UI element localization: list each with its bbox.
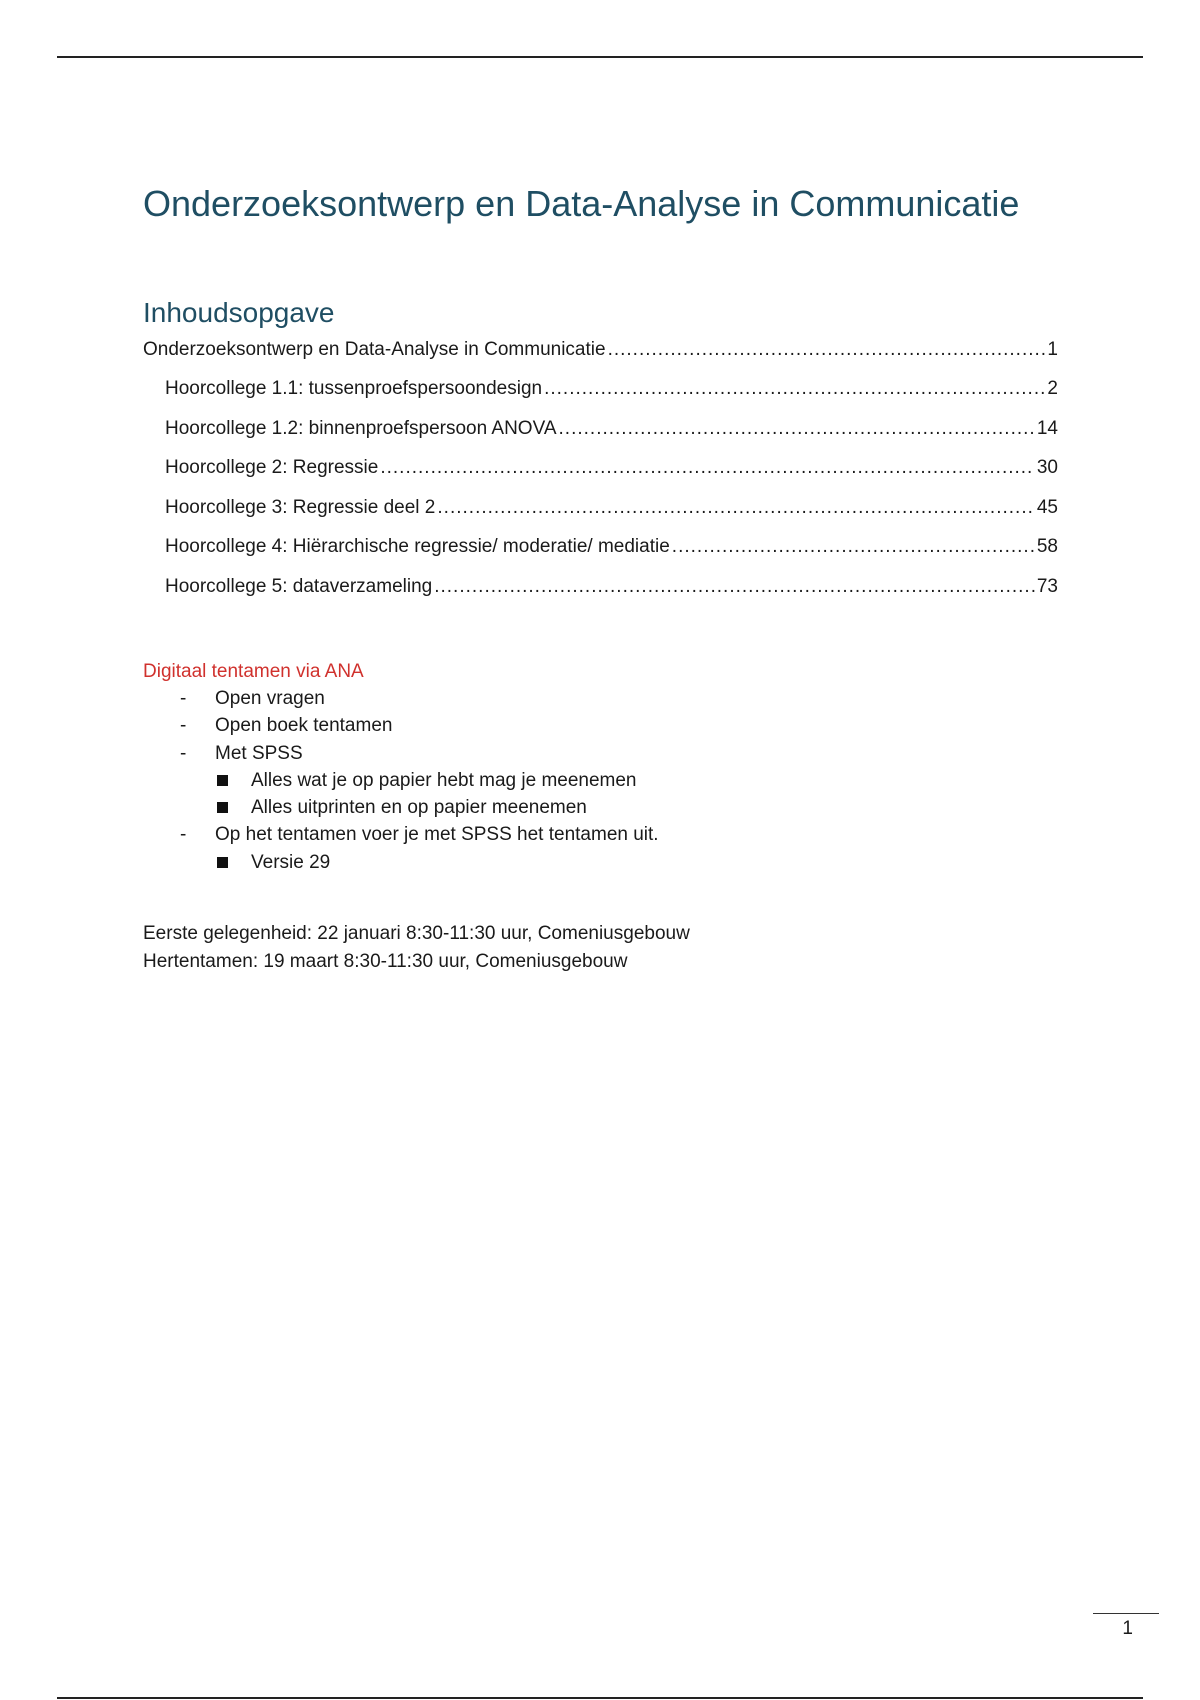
page-number: 1 [1122,1618,1133,1639]
square-bullet-icon [217,857,228,868]
dash-bullet: - [180,824,187,846]
toc-dot-leader [608,336,1046,363]
dash-bullet: - [180,742,187,764]
toc-entry-text: Onderzoeksontwerp en Data-Analyse in Communicatie [143,339,606,360]
list-item [143,821,659,848]
dash-bullet: - [180,688,187,709]
toc-entry-hoorcollege-2[interactable] [143,454,1058,481]
list-item-text: Op het tentamen voer je met SPSS het tentamen uit. [215,824,659,846]
toc-entry-text: Hoorcollege 3: Regressie deel 2 [165,496,436,518]
toc-dot-leader [672,533,1035,560]
toc-entry-hoorcollege-4[interactable] [143,533,1058,560]
resit-exam-date: Hertentamen: 19 maart 8:30-11:30 uur, Comeniusgebouw [143,951,628,972]
toc-dot-leader [434,573,1035,600]
sub-list-item [143,794,659,821]
toc-entry-page: 73 [1036,575,1058,597]
first-exam-date: Eerste gelegenheid: 22 januari 8:30-11:30 uur, Comeniusgebouw [143,923,690,944]
list-item [143,712,659,739]
list-item [143,685,659,712]
toc-entry-text: Hoorcollege 2: Regressie [165,457,379,478]
header-rule [57,56,1143,58]
toc-entry-page: 14 [1036,417,1058,439]
exam-dates [143,920,690,976]
table-of-contents [143,336,1058,612]
toc-entry-hoorcollege-1-1[interactable] [143,375,1058,402]
list-item [143,740,659,767]
toc-entry-page: 58 [1036,536,1058,557]
square-bullet-icon [217,802,228,813]
toc-entry-page: 45 [1036,496,1058,518]
footer-rule [57,1697,1143,1699]
toc-entry-page: 30 [1036,457,1058,478]
toc-entry-text: Hoorcollege 1.1: tussenproefspersoondesign [165,378,543,399]
toc-entry-hoorcollege-5[interactable] [143,573,1058,600]
toc-entry-text: Hoorcollege 5: dataverzameling [165,575,433,597]
footer-page-rule [1093,1613,1159,1614]
toc-entry-text: Hoorcollege 1.2: binnenproefspersoon ANOVA [165,417,557,439]
list-item-text: Met SPSS [215,742,303,764]
toc-dot-leader [544,375,1045,402]
exam-info-list [143,685,659,876]
toc-dot-leader [380,454,1035,481]
list-item-text: Alles wat je op papier hebt mag je meenemen [251,769,637,791]
list-item-text: Open boek tentamen [215,715,393,737]
toc-entry-hoorcollege-3[interactable] [143,494,1058,521]
square-bullet-icon [217,775,228,786]
toc-entry-title[interactable] [143,336,1058,363]
toc-heading: Inhoudsopgave [143,297,335,328]
toc-entry-page: 1 [1047,339,1058,360]
sub-list-item [143,767,659,794]
toc-entry-page: 2 [1047,378,1058,399]
toc-dot-leader [559,415,1035,442]
list-item-text: Versie 29 [251,851,331,873]
toc-entry-text: Hoorcollege 4: Hiërarchische regressie/ moderatie/ mediatie [165,536,670,557]
toc-entry-hoorcollege-1-2[interactable] [143,415,1058,442]
dash-bullet: - [180,715,187,737]
sub-list-item [143,849,659,876]
list-item-text: Open vragen [215,688,325,709]
list-item-text: Alles uitprinten en op papier meenemen [251,797,587,819]
document-title: Onderzoeksontwerp en Data-Analyse in Communicatie [143,183,1020,224]
exam-heading: Digitaal tentamen via ANA [143,661,364,682]
toc-dot-leader [437,494,1034,521]
